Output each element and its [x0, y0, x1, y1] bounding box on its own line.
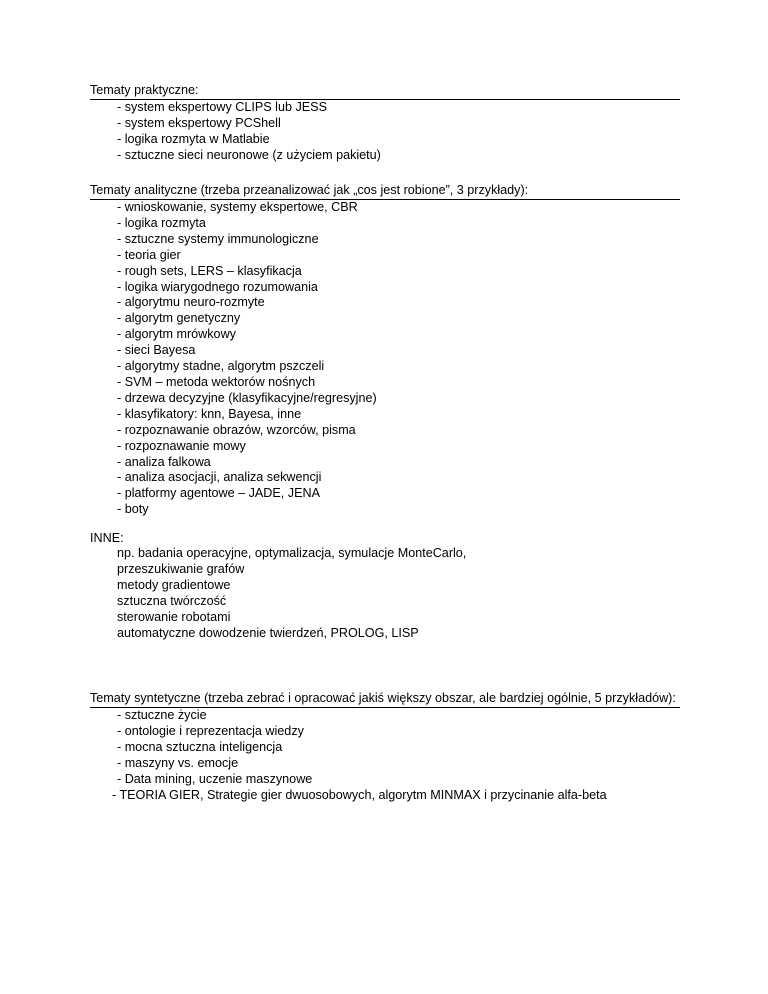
list-item: - wnioskowanie, systemy ekspertowe, CBR	[117, 200, 358, 214]
list-item: np. badania operacyjne, optymalizacja, symulacje MonteCarlo,	[117, 546, 467, 560]
list-item: - algorytm mrówkowy	[117, 327, 236, 342]
list-item: - drzewa decyzyjne (klasyfikacyjne/regresyjne)	[117, 390, 377, 405]
synthetic-section	[90, 690, 680, 803]
list-item: - logika wiarygodnego rozumowania	[117, 279, 318, 294]
list-item: - teoria gier	[117, 247, 181, 262]
list-item: - Data mining, uczenie maszynowe	[117, 771, 313, 786]
list-item: - algorytmu neuro-rozmyte	[117, 295, 265, 310]
list-item: - TEORIA GIER, Strategie gier dwuosobowych, algorytm MINMAX i przycinanie alfa-beta	[112, 787, 607, 802]
list-item: sztuczna twórczość	[117, 593, 227, 608]
list-item: - rough sets, LERS – klasyfikacja	[117, 263, 302, 278]
analytic-list	[90, 200, 680, 518]
list-item: - rozpoznawanie mowy	[117, 438, 246, 453]
list-item: metody gradientowe	[117, 577, 231, 592]
list-item: - logika rozmyta	[117, 215, 206, 230]
list-item: - logika rozmyta w Matlabie	[117, 131, 270, 146]
list-item: - system ekspertowy CLIPS lub JESS	[117, 100, 327, 114]
list-item: - maszyny vs. emocje	[117, 755, 239, 770]
list-item: - sztuczne życie	[117, 708, 207, 722]
list-item: - sieci Bayesa	[117, 343, 196, 358]
list-item: - algorytmy stadne, algorytm pszczeli	[117, 359, 325, 374]
practical-heading: Tematy praktyczne:	[90, 82, 680, 100]
list-item: - ontologie i reprezentacja wiedzy	[117, 723, 304, 738]
analytic-section	[90, 182, 680, 518]
practical-list	[90, 100, 680, 164]
list-item: - boty	[117, 502, 149, 517]
list-item: - platformy agentowe – JADE, JENA	[117, 486, 320, 501]
list-item: automatyczne dowodzenie twierdzeń, PROLOG, LISP	[117, 625, 419, 640]
practical-section	[90, 82, 680, 164]
list-item: przeszukiwanie grafów	[117, 561, 245, 576]
synthetic-heading: Tematy syntetyczne (trzeba zebrać i opracować jakiś większy obszar, ale bardziej ogólnie, 5 przykładów):	[90, 690, 680, 708]
list-item: sterowanie robotami	[117, 609, 231, 624]
synthetic-list	[90, 708, 680, 788]
list-item: - mocna sztuczna inteligencja	[117, 739, 283, 754]
other-list	[90, 546, 680, 641]
other-heading: INNE:	[90, 531, 124, 545]
analytic-heading: Tematy analityczne (trzeba przeanalizować jak „cos jest robione”, 3 przykłady):	[90, 182, 680, 200]
list-item: - system ekspertowy PCShell	[117, 115, 281, 130]
other-section	[90, 530, 680, 641]
list-item: - algorytm genetyczny	[117, 311, 241, 326]
list-item: - sztuczne systemy immunologiczne	[117, 231, 319, 246]
list-item: - analiza asocjacji, analiza sekwencji	[117, 470, 322, 485]
list-item: - klasyfikatory: knn, Bayesa, inne	[117, 406, 302, 421]
list-item: - SVM – metoda wektorów nośnych	[117, 374, 316, 389]
list-item: - analiza falkowa	[117, 454, 211, 469]
list-item: - sztuczne sieci neuronowe (z użyciem pakietu)	[117, 147, 381, 162]
list-item: - rozpoznawanie obrazów, wzorców, pisma	[117, 422, 356, 437]
